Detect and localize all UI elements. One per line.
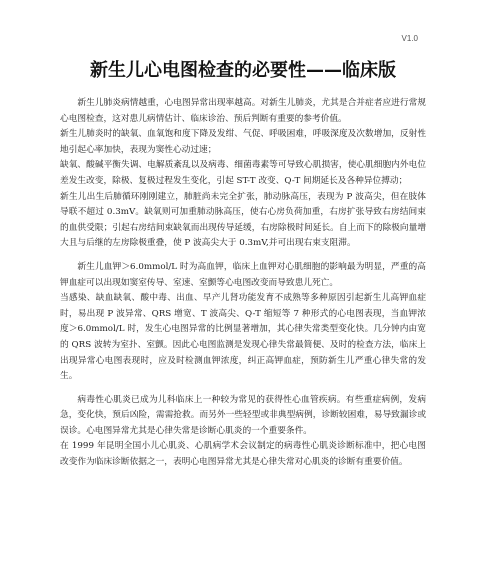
document-title: 新生儿心电图检查的必要性——临床版 [90,60,396,81]
paragraph-spacer [60,252,426,260]
version-label: V1.0 [401,34,418,43]
body-paragraph: 新生儿血钾＞6.0mmol/L 时为高血钾，临床上血钾对心肌细胞的影响最为明显，严重的高钾血症可以出现如窦室传导、室速、室颤等心电图改变而导致患儿死亡。 [60,261,426,288]
document-page [60,60,426,471]
body-paragraph: 在 1999 年昆明全国小儿心肌炎、心肌病学术会议制定的病毒性心肌炎诊断标准中，把心电图改变作为临床诊断依据之一，表明心电图异常尤其是心律失常对心肌炎的诊断有重要价值。 [60,441,426,468]
body-paragraph: 当感染、缺血缺氧、酸中毒、出血、早产儿肾功能发育不成熟等多种原因引起新生儿高钾血症时，易出现 P 波异常、QRS 增宽、T 波高尖、Q-T 缩短等 7 种形式的心电图表现，当血钾浓度＞6.0mmol/L 时，发生心电图异常的比例显著增加，其心律失常类型变化快。几分钟内由宽的 QRS 波转为室扑、室颤。因此心电图监测是发现心律失常最简便、及时的检查方法，临床上出现异常心电图表现时，应及时检测血钾浓度，纠正高钾血症，预防新生儿严重心律失常的发生。 [60,293,426,382]
paragraph-spacer [60,385,426,393]
body-paragraph: 新生儿出生后肺循环刚刚建立，肺脏尚未完全扩张，肺动脉高压，表现为 P 波高尖，但在肢体导联不超过 0.3mV。缺氧则可加重肺动脉高压，使右心房负荷加重，右房扩张导致右房结间束的血供受限；引起右房结间束缺氧而出现传导延缓，右房除极时间延长。自上而下的除极向量增大且与后继的左房除极重叠，使 P 波高尖大于 0.3mV,并可出现右束支阻滞。 [60,191,426,249]
body-paragraph: 新生儿肺炎病情越重，心电图异常出现率越高。对新生儿肺炎，尤其是合并症者应进行常规心电图检查，这对患儿病情估计、临床诊治、预后判断有重要的参考价值。 [60,98,426,124]
body-paragraph: 缺氧、酸碱平衡失调、电解质紊乱以及病毒、细菌毒素等可导致心肌损害，使心肌细胞内外电位差发生改变，除极、复极过程发生变化，引起 ST-T 改变、Q-T 间期延长及各种异位搏动； [60,160,426,186]
document-body [60,96,426,471]
body-paragraph: 病毒性心肌炎已成为儿科临床上一种较为常见的获得性心血管疾病。有些重症病例，发病急，变化快，预后凶险，需需抢救。而另外一些轻型或非典型病例，诊断较困难，易导致漏诊或误诊。心电图异常尤其是心律失常是诊断心肌炎的一个重要条件。 [60,394,426,436]
body-paragraph: 新生儿肺炎时的缺氧、血氧饱和度下降及发绀、气促、呼吸困难，呼吸深度及次数增加，反射性地引起心率加快，表现为窦性心动过速； [60,129,426,155]
